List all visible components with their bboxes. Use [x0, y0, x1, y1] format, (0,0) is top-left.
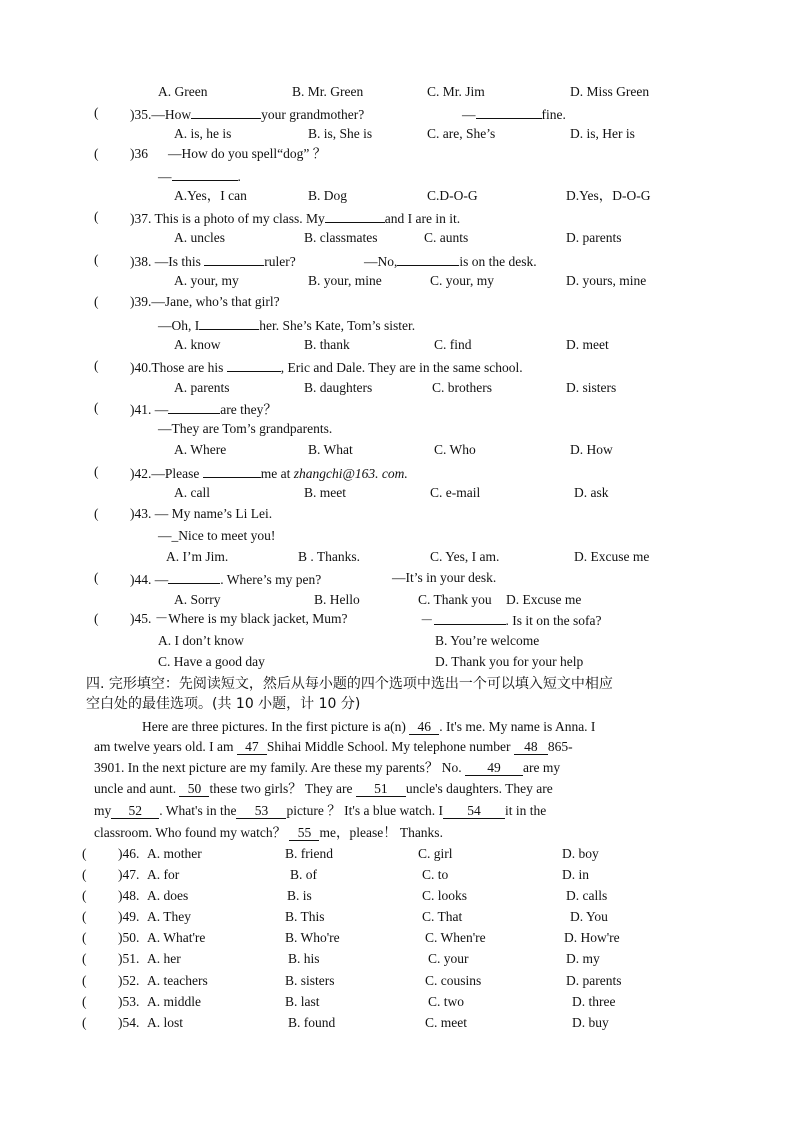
q45-option-d: D. Thank you for your help [435, 654, 584, 669]
cloze-option-c: C. your [428, 951, 469, 966]
cloze-option-b: B. his [288, 951, 320, 966]
q36-num: )36 [130, 146, 148, 161]
answer-paren: ( [94, 209, 99, 224]
cloze-option-a: A. does [147, 888, 189, 903]
q37-stem: )37. This is a photo of my class. My and I are in it. [130, 211, 461, 226]
cloze-option-b: B. of [290, 867, 317, 882]
section-4-line-1: 四. 完形填空：先阅读短文，然后从每小题的四个选项中选出一个可以填入短文中相应 [86, 676, 613, 692]
cloze-option-b: B. This [285, 909, 325, 924]
q43-option-b: B . Thanks. [298, 549, 361, 564]
blank-47[interactable]: 47 [237, 739, 267, 755]
passage-line-3: 3901. In the next picture are my family. Are these my parents？ No. 49 are my [94, 760, 561, 775]
q35-option-b: B. is, She is [308, 126, 373, 141]
q34-option-b: B. Mr. Green [292, 84, 364, 99]
cloze-option-d: D. my [566, 951, 600, 966]
passage-line-5: my 52 . What's in the 53 picture ？ It's a blue watch. I 54 it in the [94, 803, 547, 818]
cloze-option-d: D. How're [564, 930, 620, 945]
cloze-option-d: D. parents [566, 973, 622, 988]
cloze-num: )48. [118, 888, 140, 903]
blank[interactable] [397, 252, 459, 266]
cloze-num: )49. [118, 909, 140, 924]
answer-paren: ( [94, 252, 99, 267]
cloze-option-c: C. cousins [425, 973, 482, 988]
cloze-num: )51. [118, 951, 140, 966]
q37-option-b: B. classmates [304, 230, 378, 245]
q36-option-b: B. Dog [308, 188, 348, 203]
blank[interactable] [172, 167, 238, 181]
cloze-num: )47. [118, 867, 140, 882]
cloze-option-b: B. sisters [285, 973, 335, 988]
q34-option-c: C. Mr. Jim [427, 84, 485, 99]
cloze-num: )52. [118, 973, 140, 988]
cloze-option-a: A. her [147, 951, 181, 966]
blank-55[interactable]: 55 [289, 825, 319, 841]
answer-paren: ( [82, 994, 87, 1009]
q39-option-d: D. meet [566, 337, 609, 352]
q44-option-a: A. Sorry [174, 592, 221, 607]
q41-response: —They are Tom’s grandparents. [158, 421, 333, 436]
q40-option-c: C. brothers [432, 380, 492, 395]
passage-line-6: classroom. Who found my watch？ 55 me，please！ Thanks. [94, 825, 443, 840]
q45-option-a: A. I don’t know [158, 633, 244, 648]
blank-54[interactable]: 54 [443, 803, 505, 819]
q43-response: —_Nice to meet you! [158, 528, 276, 543]
cloze-option-c: C. two [428, 994, 465, 1009]
cloze-option-c: C. When're [425, 930, 486, 945]
blank[interactable] [434, 611, 506, 625]
q45-option-c: C. Have a good day [158, 654, 265, 669]
blank[interactable] [325, 209, 385, 223]
q40-option-d: D. sisters [566, 380, 617, 395]
answer-paren: ( [94, 570, 99, 585]
blank-53[interactable]: 53 [236, 803, 286, 819]
answer-paren: ( [82, 846, 87, 861]
q39-stem: )39.—Jane, who’s that girl? [130, 294, 280, 309]
q35-stem: )35.—How your grandmother? [130, 107, 365, 122]
q41-option-a: A. Where [174, 442, 227, 457]
cloze-option-b: B. friend [285, 846, 333, 861]
blank[interactable] [227, 358, 281, 372]
passage-line-4: uncle and aunt. 50 these two girls？ They are 51 uncle's daughters. They are [94, 781, 553, 796]
q44-stem: )44. — . Where’s my pen? [130, 572, 322, 587]
q34-option-a: A. Green [158, 84, 208, 99]
answer-paren: ( [82, 909, 87, 924]
cloze-option-c: C. girl [418, 846, 453, 861]
email-address: zhangchi@163. com. [293, 466, 408, 481]
q36-stem: —How do you spell“dog” ？ [168, 146, 327, 161]
blank[interactable] [199, 316, 259, 330]
q44-option-d: D. Excuse me [506, 592, 582, 607]
q42-option-c: C. e-mail [430, 485, 481, 500]
answer-paren: ( [94, 611, 99, 626]
q41-option-d: D. How [570, 442, 613, 457]
q39-option-c: C. find [434, 337, 472, 352]
q43-stem: )43. — My name’s Li Lei. [130, 506, 273, 521]
cloze-option-a: A. mother [147, 846, 202, 861]
q45-stem: )45. －Where is my black jacket, Mum? [130, 611, 348, 626]
q39-response: —Oh, I her. She’s Kate, Tom’s sister. [158, 318, 416, 333]
q37-option-d: D. parents [566, 230, 622, 245]
q45-response: － . Is it on the sofa? [420, 613, 602, 628]
blank[interactable] [204, 252, 264, 266]
q43-option-a: A. I’m Jim. [166, 549, 229, 564]
q40-option-b: B. daughters [304, 380, 373, 395]
cloze-option-b: B. last [285, 994, 320, 1009]
answer-paren: ( [82, 867, 87, 882]
blank[interactable] [203, 464, 261, 478]
answer-paren: ( [94, 464, 99, 479]
cloze-option-a: A. They [147, 909, 191, 924]
cloze-option-b: B. Who're [285, 930, 340, 945]
q42-option-d: D. ask [574, 485, 609, 500]
q43-option-c: C. Yes, I am. [430, 549, 500, 564]
answer-paren: ( [94, 400, 99, 415]
blank-51[interactable]: 51 [356, 781, 406, 797]
answer-paren: ( [82, 930, 87, 945]
blank-50[interactable]: 50 [179, 781, 209, 797]
q38-option-c: C. your, my [430, 273, 494, 288]
q36-option-c: C.D-O-G [427, 188, 478, 203]
cloze-option-a: A. for [147, 867, 180, 882]
cloze-option-c: C. looks [422, 888, 468, 903]
q42-option-a: A. call [174, 485, 210, 500]
q44-option-c: C. Thank you [418, 592, 492, 607]
passage-line-2: am twelve years old. I am 47 Shihai Middle School. My telephone number 48 865- [94, 739, 573, 754]
blank[interactable] [476, 105, 542, 119]
q44-option-b: B. Hello [314, 592, 360, 607]
q42-stem: )42.—Please me at zhangchi@163. com. [130, 466, 408, 481]
q41-stem: )41. — are they？ [130, 402, 277, 417]
q39-option-b: B. thank [304, 337, 350, 352]
answer-paren: ( [94, 506, 99, 521]
answer-paren: ( [82, 951, 87, 966]
q37-option-a: A. uncles [174, 230, 225, 245]
answer-paren: ( [94, 105, 99, 120]
answer-paren: ( [94, 146, 99, 161]
cloze-option-c: C. That [422, 909, 463, 924]
cloze-option-a: A. lost [147, 1015, 184, 1030]
cloze-num: )53. [118, 994, 140, 1009]
q40-stem: )40.Those are his , Eric and Dale. They are in the same school. [130, 360, 523, 375]
q34-option-d: D. Miss Green [570, 84, 650, 99]
q38-response: —No, is on the desk. [364, 254, 537, 269]
cloze-option-d: D. You [570, 909, 608, 924]
q43-option-d: D. Excuse me [574, 549, 650, 564]
cloze-option-c: C. meet [425, 1015, 467, 1030]
q37-option-c: C. aunts [424, 230, 469, 245]
q35-option-a: A. is, he is [174, 126, 232, 141]
cloze-option-a: A. middle [147, 994, 201, 1009]
cloze-option-d: D. boy [562, 846, 599, 861]
cloze-num: )46. [118, 846, 140, 861]
q42-option-b: B. meet [304, 485, 346, 500]
q45-option-b: B. You’re welcome [435, 633, 540, 648]
q35-option-c: C. are, She’s [427, 126, 496, 141]
q35-option-d: D. is, Her is [570, 126, 635, 141]
cloze-option-b: B. found [288, 1015, 336, 1030]
q36-response: — . [158, 169, 241, 184]
q39-option-a: A. know [174, 337, 221, 352]
cloze-num: )50. [118, 930, 140, 945]
cloze-option-b: B. is [287, 888, 312, 903]
q44-response: —It’s in your desk. [392, 570, 497, 585]
cloze-option-d: D. buy [572, 1015, 609, 1030]
q40-option-a: A. parents [174, 380, 230, 395]
blank[interactable] [191, 105, 261, 119]
q36-option-d: D.Yes，D-O-G [566, 188, 651, 203]
blank-46[interactable]: 46 [409, 719, 439, 735]
blank-52[interactable]: 52 [111, 803, 159, 819]
blank[interactable] [168, 400, 220, 414]
answer-paren: ( [82, 888, 87, 903]
blank-48[interactable]: 48 [514, 739, 548, 755]
cloze-num: )54. [118, 1015, 140, 1030]
q35-response: — fine. [462, 107, 566, 122]
q41-option-c: C. Who [434, 442, 476, 457]
section-4-line-2: 空白处的最佳选项。(共 10 小题，计 10 分) [86, 696, 361, 712]
cloze-option-d: D. three [572, 994, 616, 1009]
blank[interactable] [168, 570, 220, 584]
cloze-option-c: C. to [422, 867, 449, 882]
passage-line-1: Here are three pictures. In the first picture is a(n) 46 . It's me. My name is Anna. I [142, 719, 596, 734]
q38-option-d: D. yours, mine [566, 273, 647, 288]
q38-option-a: A. your, my [174, 273, 239, 288]
blank-49[interactable]: 49 [465, 760, 523, 776]
cloze-option-a: A. What're [147, 930, 206, 945]
cloze-option-a: A. teachers [147, 973, 208, 988]
answer-paren: ( [94, 358, 99, 373]
q38-option-b: B. your, mine [308, 273, 382, 288]
cloze-option-d: D. in [562, 867, 589, 882]
cloze-option-d: D. calls [566, 888, 608, 903]
q36-option-a: A.Yes，I can [174, 188, 247, 203]
answer-paren: ( [82, 973, 87, 988]
q41-option-b: B. What [308, 442, 353, 457]
answer-paren: ( [94, 294, 99, 309]
q38-stem: )38. —Is this ruler? [130, 254, 296, 269]
answer-paren: ( [82, 1015, 87, 1030]
